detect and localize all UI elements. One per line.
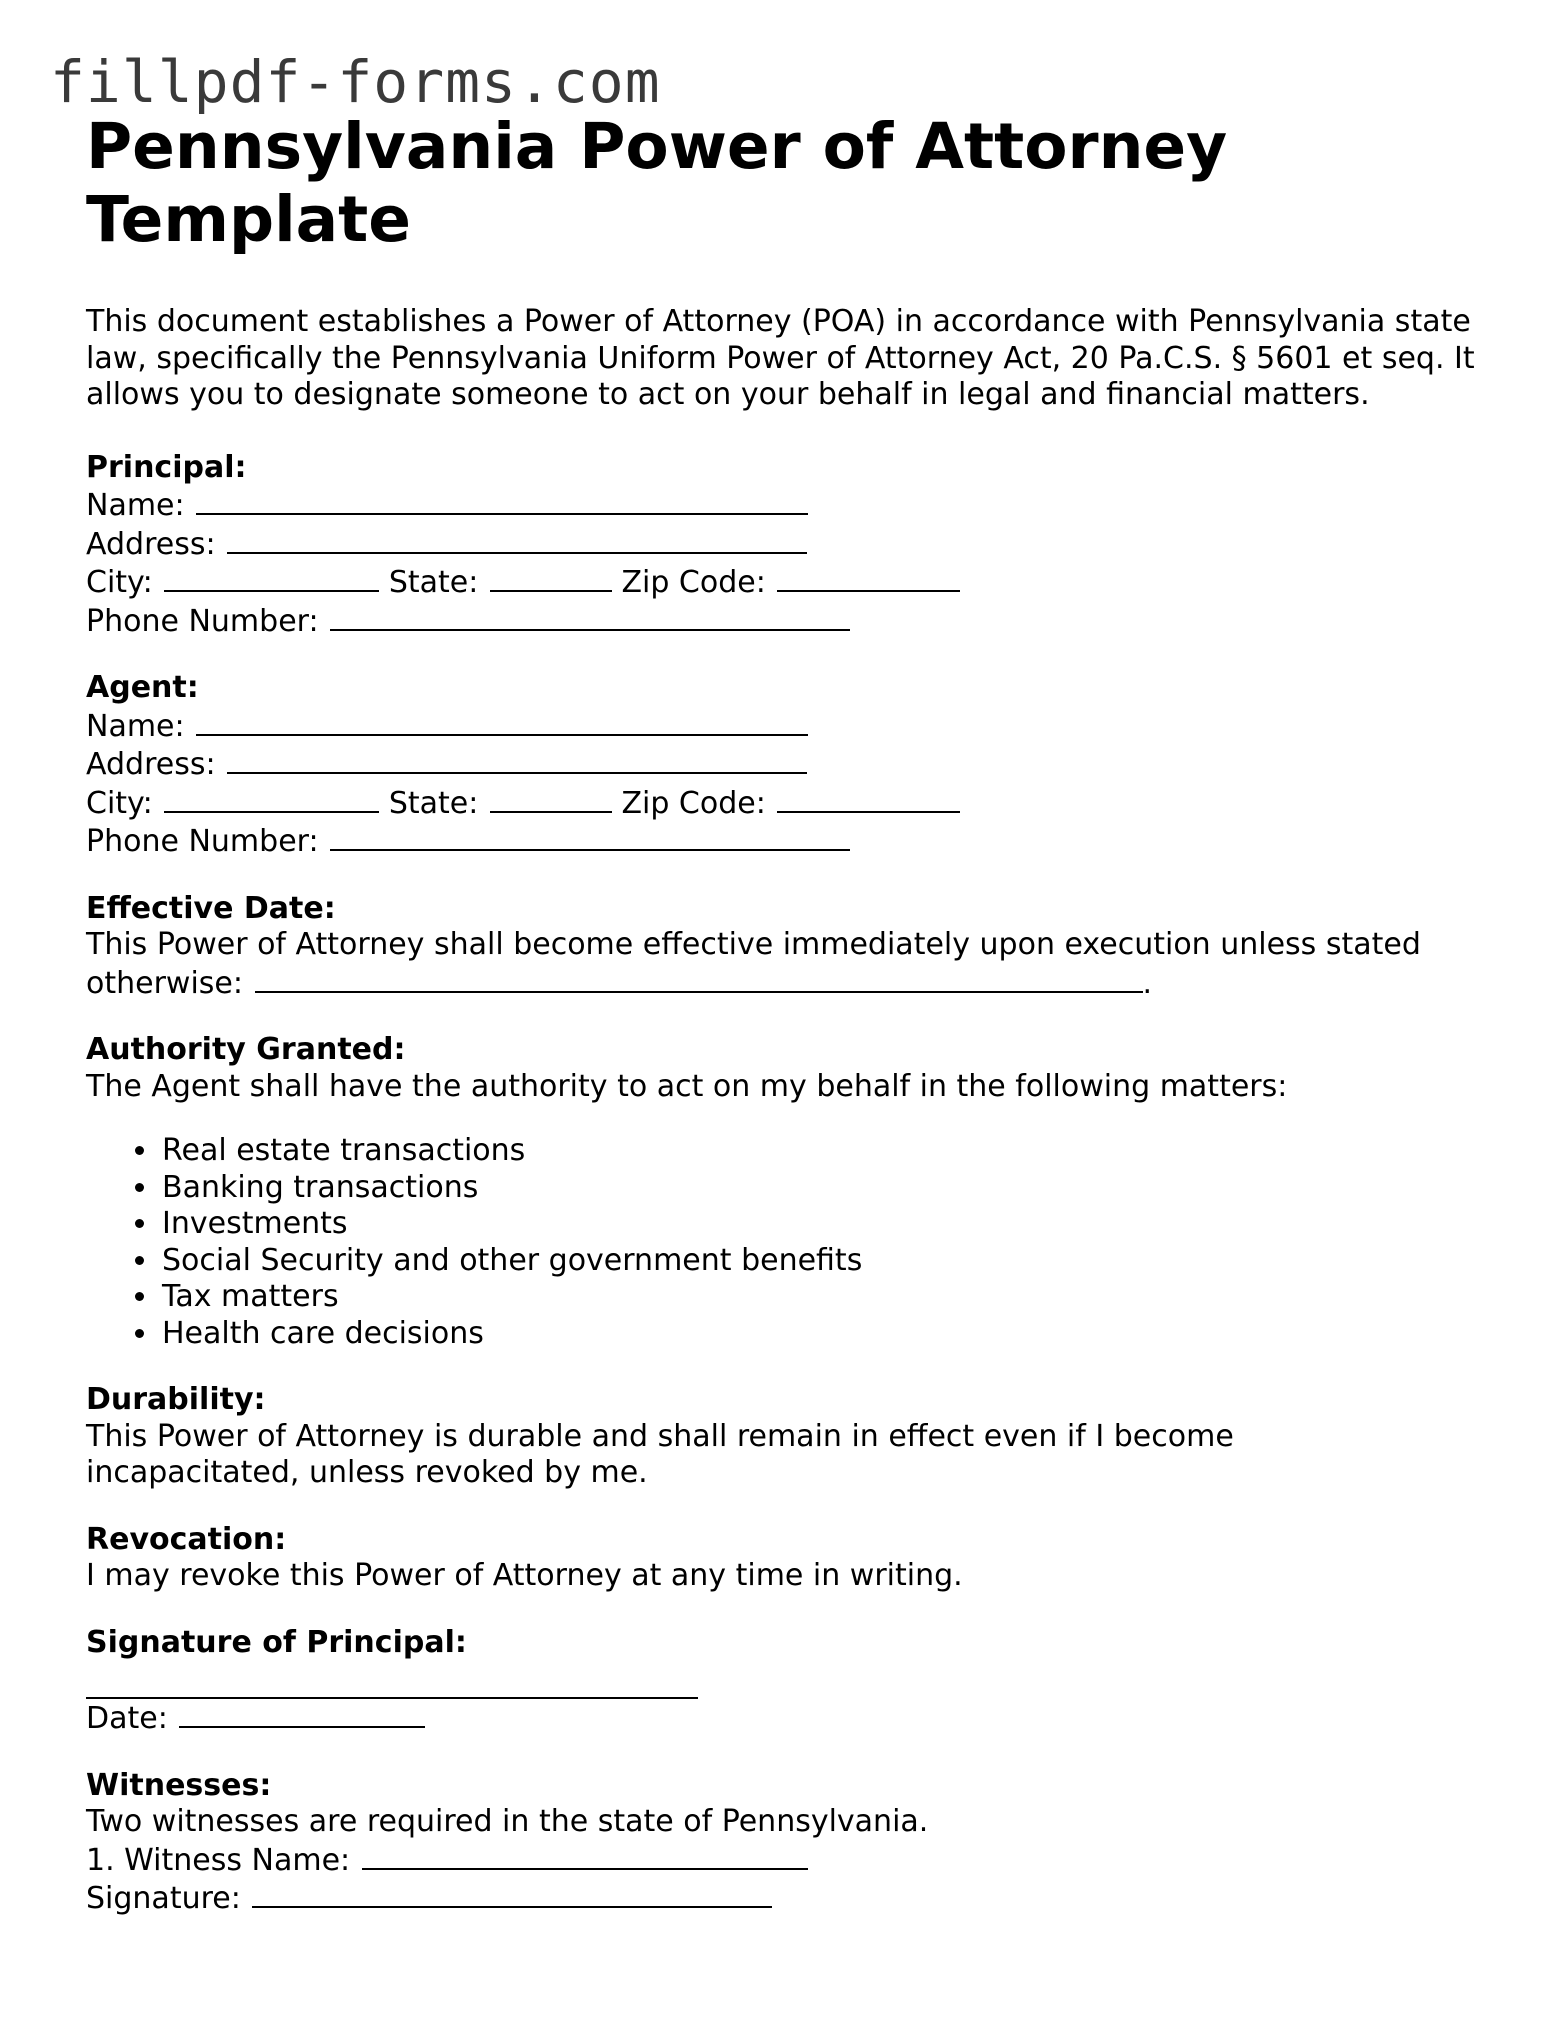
principal-heading: Principal: bbox=[86, 449, 247, 485]
revocation-heading: Revocation: bbox=[86, 1521, 287, 1557]
witnesses-heading: Witnesses: bbox=[86, 1767, 272, 1803]
agent-zip-label: Zip Code: bbox=[621, 785, 766, 821]
list-item: • Social Security and other government benefits bbox=[160, 1243, 1486, 1280]
document-body bbox=[86, 110, 1486, 1918]
effective-date-field[interactable] bbox=[255, 964, 1143, 993]
agent-address-field[interactable] bbox=[227, 745, 807, 774]
agent-address-label: Address: bbox=[86, 747, 216, 782]
principal-signature-field[interactable] bbox=[86, 1670, 698, 1699]
witness-name-row bbox=[86, 1841, 1486, 1880]
witness-name-field[interactable] bbox=[362, 1841, 808, 1870]
witnesses-text: Two witnesses are required in the state of Pennsylvania. bbox=[86, 1804, 929, 1839]
list-item: • Banking transactions bbox=[160, 1170, 1486, 1207]
principal-zip-field[interactable] bbox=[777, 563, 960, 592]
witness-name-label: 1. Witness Name: bbox=[86, 1842, 351, 1878]
agent-phone-field[interactable] bbox=[330, 822, 850, 851]
effective-date-row bbox=[86, 964, 1486, 1003]
principal-section bbox=[86, 450, 1486, 641]
agent-heading: Agent: bbox=[86, 670, 199, 705]
agent-section bbox=[86, 670, 1486, 861]
principal-city-field[interactable] bbox=[164, 563, 379, 592]
authority-section bbox=[86, 1032, 1486, 1352]
witness-signature-row bbox=[86, 1879, 1486, 1918]
signature-date-field[interactable] bbox=[179, 1699, 425, 1728]
durability-text: This Power of Attorney is durable and shall remain in effect even if I become incapacitated, unless revoked by me. bbox=[86, 1418, 1234, 1490]
effective-date-text: This Power of Attorney shall become effective immediately upon execution unless stated bbox=[86, 927, 1421, 962]
signature-date-row bbox=[86, 1699, 1486, 1738]
principal-name-row bbox=[86, 486, 1486, 525]
witness-signature-label: Signature: bbox=[86, 1881, 241, 1916]
principal-phone-label: Phone Number: bbox=[86, 603, 319, 639]
list-item: • Health care decisions bbox=[160, 1316, 1486, 1353]
witnesses-section bbox=[86, 1768, 1486, 1918]
durability-section bbox=[86, 1382, 1486, 1492]
revocation-section bbox=[86, 1522, 1486, 1595]
agent-city-row bbox=[86, 784, 1486, 823]
list-item: • Tax matters bbox=[160, 1279, 1486, 1316]
principal-city-row bbox=[86, 563, 1486, 602]
principal-zip-label: Zip Code: bbox=[621, 565, 766, 600]
agent-name-field[interactable] bbox=[196, 707, 808, 736]
agent-phone-label: Phone Number: bbox=[86, 824, 319, 859]
revocation-text: I may revoke this Power of Attorney at any time in writing. bbox=[86, 1558, 963, 1593]
agent-phone-row bbox=[86, 822, 1486, 861]
watermark: fillpdf-forms.com bbox=[50, 48, 661, 116]
agent-city-label: City: bbox=[86, 785, 153, 821]
principal-state-label: State: bbox=[388, 565, 479, 600]
principal-address-row bbox=[86, 525, 1486, 564]
principal-address-label: Address: bbox=[86, 526, 216, 562]
list-item: • Real estate transactions bbox=[160, 1133, 1486, 1170]
intro-paragraph: This document establishes a Power of Attorney (POA) in accordance with Pennsylvania state law, specifically the Pennsylvania Uniform Power of Attorney Act, 20 Pa.C.S. § 5601 et seq. It allows you to designate someone to act on your behalf in legal and financial matters. bbox=[86, 304, 1475, 412]
agent-name-row bbox=[86, 707, 1486, 746]
effective-date-heading: Effective Date: bbox=[86, 890, 336, 926]
agent-city-field[interactable] bbox=[164, 784, 379, 813]
principal-name-label: Name: bbox=[86, 488, 185, 523]
authority-list bbox=[86, 1133, 1486, 1352]
principal-phone-row bbox=[86, 602, 1486, 641]
page-title: Pennsylvania Power of Attorney Template bbox=[86, 110, 1228, 256]
principal-city-label: City: bbox=[86, 565, 153, 600]
effective-date-section bbox=[86, 891, 1486, 1003]
signature-date-label: Date: bbox=[86, 1701, 168, 1736]
principal-address-field[interactable] bbox=[227, 525, 807, 554]
agent-name-label: Name: bbox=[86, 708, 185, 744]
authority-text: The Agent shall have the authority to act on my behalf in the following matters: bbox=[86, 1068, 1288, 1104]
effective-date-label: otherwise: bbox=[86, 965, 243, 1001]
principal-name-field[interactable] bbox=[196, 486, 808, 515]
agent-state-label: State: bbox=[388, 785, 479, 821]
agent-zip-field[interactable] bbox=[777, 784, 960, 813]
agent-address-row bbox=[86, 745, 1486, 784]
signature-heading: Signature of Principal: bbox=[86, 1624, 467, 1660]
signature-section bbox=[86, 1625, 1486, 1738]
principal-phone-field[interactable] bbox=[330, 602, 850, 631]
list-item: • Investments bbox=[160, 1206, 1486, 1243]
authority-heading: Authority Granted: bbox=[86, 1032, 406, 1067]
witness-signature-field[interactable] bbox=[252, 1879, 772, 1908]
effective-date-period: . bbox=[1142, 965, 1153, 1001]
durability-heading: Durability: bbox=[86, 1382, 266, 1417]
agent-state-field[interactable] bbox=[490, 784, 612, 813]
principal-state-field[interactable] bbox=[490, 563, 612, 592]
